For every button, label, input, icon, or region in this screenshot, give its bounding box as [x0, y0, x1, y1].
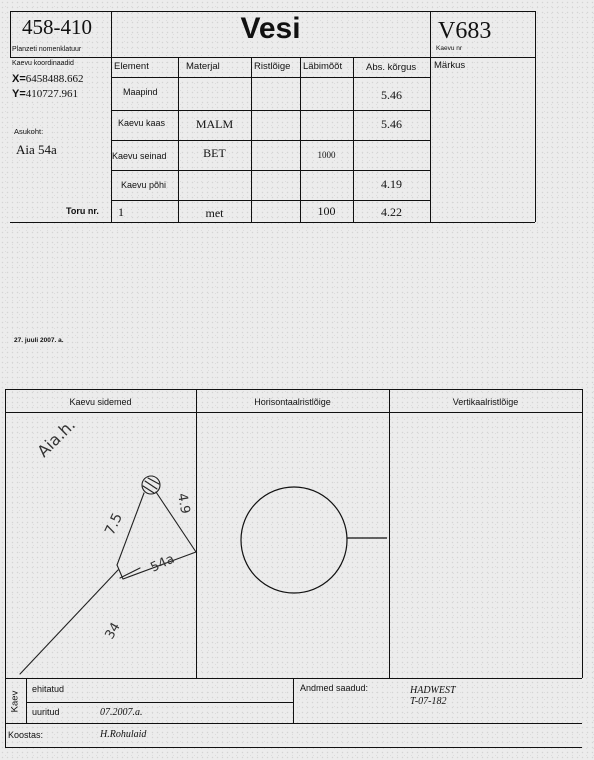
sketch-note: 34: [102, 620, 124, 642]
th-materjal: Materjal: [186, 61, 220, 72]
source-value-line1: HADWEST: [410, 685, 456, 696]
kaev-label: Kaev: [9, 690, 21, 712]
sketch-distance: 4.9: [174, 492, 193, 516]
row-labimoot: 100: [317, 204, 336, 218]
location-label: Asukoht:: [14, 127, 44, 136]
sheet-code: 458-410: [22, 15, 92, 39]
sheet-code-label: Planzeti nomenklatuur: [12, 46, 82, 53]
th-ristloige: Ristlõige: [254, 61, 291, 72]
row-element: 1: [118, 205, 124, 219]
row-element: Kaevu põhi: [121, 180, 167, 190]
y-value: 410727.961: [25, 88, 79, 100]
panel-title-connections: Kaevu sidemed: [69, 397, 132, 407]
surveyed-value: 07.2007.a.: [100, 707, 143, 718]
location-value: Aia 54a: [16, 142, 57, 157]
th-element: Element: [114, 61, 149, 72]
built-label: ehitatud: [32, 684, 65, 694]
row-korgus: 4.22: [381, 205, 402, 219]
card-date: 27. juuli 2007. a.: [14, 337, 64, 344]
y-label: Y=: [12, 88, 26, 100]
row-materjal: MALM: [195, 117, 234, 131]
well-id: V683: [438, 18, 492, 44]
well-id-label: Kaevu nr: [436, 45, 463, 52]
th-labimoot: Läbimõõt: [303, 61, 343, 72]
row-materjal: BET: [203, 146, 226, 160]
row-element: Kaevu kaas: [118, 118, 166, 128]
sketch-distance: 7.5: [102, 510, 127, 538]
compiled-value: H.Rohulaid: [100, 729, 147, 740]
x-label: X=: [12, 73, 26, 85]
source-label: Andmed saadud:: [300, 683, 369, 693]
street-line: [20, 570, 118, 674]
card-title: Vesi: [240, 12, 301, 45]
row-korgus: 5.46: [381, 117, 402, 131]
th-abs-korgus: Abs. kõrgus: [366, 62, 417, 73]
x-value: 6458488.662: [25, 73, 84, 85]
row-materjal: met: [205, 206, 224, 220]
pipe-label: Toru nr.: [66, 206, 99, 216]
kaev-label-box: [4, 690, 26, 712]
row-korgus: 4.19: [381, 177, 402, 191]
well-hatch: [143, 478, 159, 493]
row-element: Kaevu seinad: [112, 151, 167, 161]
horizontal-section-circle: [241, 487, 347, 593]
compiled-label: Koostas:: [8, 730, 44, 740]
row-labimoot: 1000: [317, 150, 336, 160]
sketch-street-name: Aia.h.: [33, 415, 80, 461]
surveyed-label: uuritud: [32, 707, 60, 717]
row-korgus: 5.46: [381, 88, 402, 102]
sketch-house-number: 54a: [148, 551, 177, 576]
panel-title-vertical: Vertikaalristlõige: [452, 397, 519, 407]
panel-title-horizontal: Horisontaalristlõige: [254, 397, 331, 407]
source-value-line2: T-07-182: [410, 696, 447, 707]
row-element: Maapind: [123, 87, 158, 97]
coords-label: Kaevu koordinaadid: [12, 60, 74, 67]
th-markus: Märkus: [434, 60, 466, 71]
